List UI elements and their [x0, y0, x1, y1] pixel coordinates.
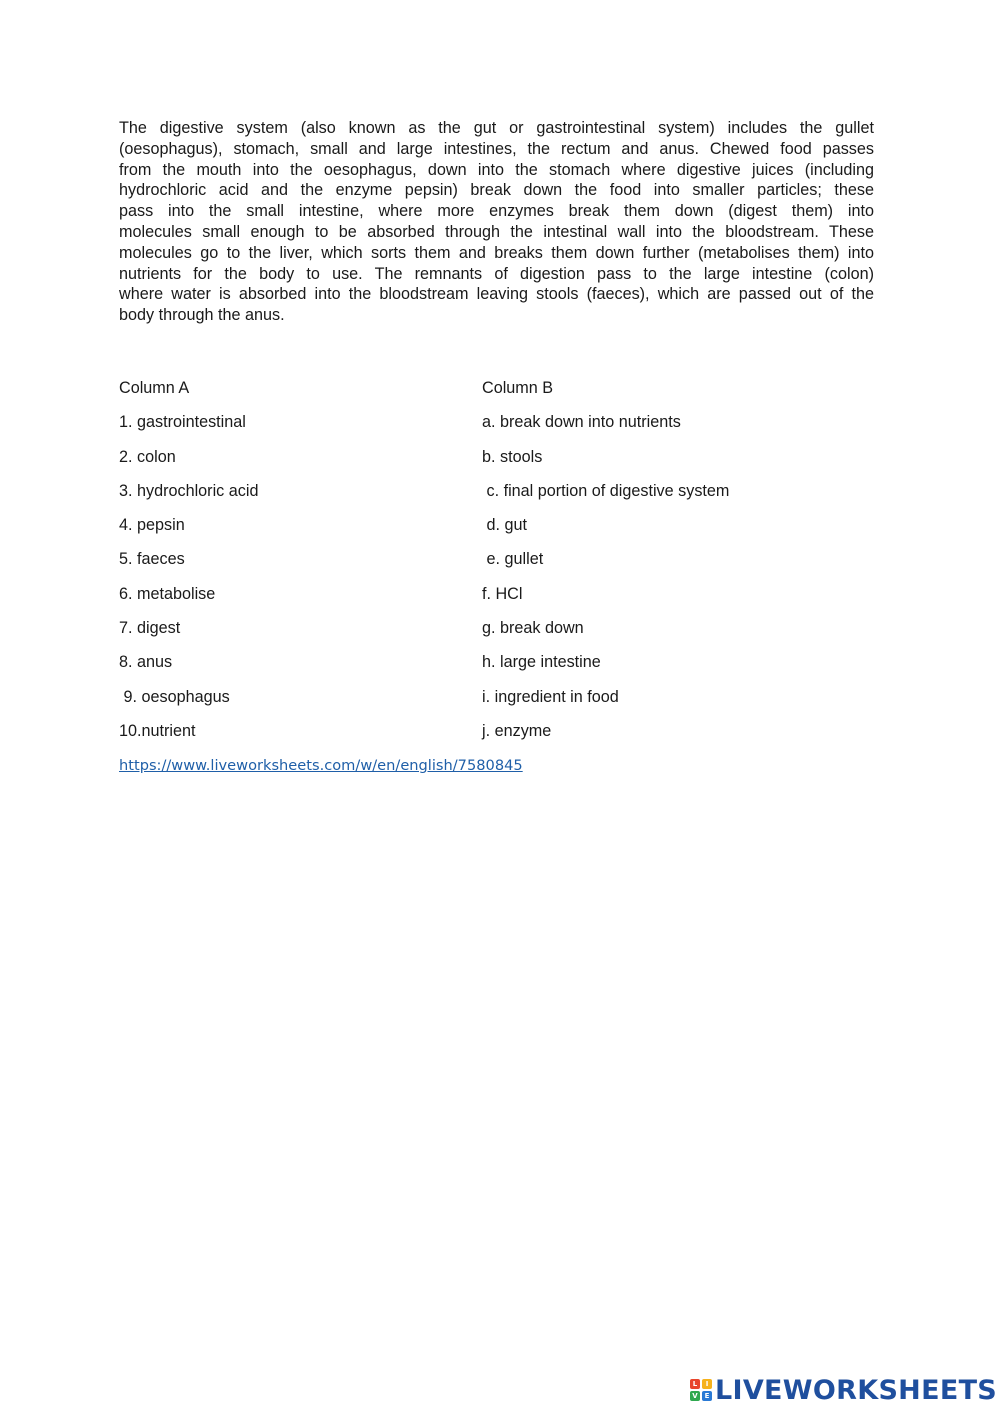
- column-b-item: a. break down into nutrients: [482, 413, 681, 432]
- logo-tile: L: [690, 1379, 700, 1389]
- passage-line: nutrients for the body to use. The remnants of digestion pass to the large intestine (colon): [119, 264, 874, 283]
- column-b-item: j. enzyme: [482, 721, 552, 740]
- column-a-header: Column A: [119, 379, 190, 397]
- logo-tile: V: [690, 1391, 700, 1401]
- column-a-item: 2. colon: [119, 447, 176, 466]
- matching-row: [119, 549, 879, 583]
- column-a-item: 1. gastrointestinal: [119, 413, 246, 432]
- logo-icon: [690, 1379, 712, 1401]
- logo-text: LIVEWORKSHEETS: [715, 1374, 998, 1406]
- passage-line: molecules small enough to be absorbed through the intestinal wall into the bloodstream. These: [119, 222, 874, 241]
- column-a-item: 5. faeces: [119, 550, 185, 569]
- matching-row: [119, 618, 879, 652]
- matching-row: [119, 721, 879, 755]
- column-b-item: b. stools: [482, 447, 543, 466]
- logo-tile: E: [702, 1391, 712, 1401]
- passage-line: where water is absorbed into the bloodstream leaving stools (faeces), which are passed out of the: [119, 285, 874, 304]
- source-link[interactable]: https://www.liveworksheets.com/w/en/english/7580845: [119, 757, 523, 774]
- column-b-item: e. gullet: [482, 550, 544, 569]
- column-a-item: 8. anus: [119, 653, 173, 672]
- passage-line: The digestive system (also known as the gut or gastrointestinal system) includes the gullet: [119, 119, 874, 137]
- column-a-item: 3. hydrochloric acid: [119, 481, 259, 500]
- column-a-item: 7. digest: [119, 619, 181, 638]
- passage-line: molecules go to the liver, which sorts them and breaks them down further (metabolises them) into: [119, 243, 874, 262]
- matching-row: [119, 447, 879, 481]
- passage-line: hydrochloric acid and the enzyme pepsin) break down the food into smaller particles; these: [119, 181, 874, 200]
- matching-row: [119, 584, 879, 618]
- passage-line: (oesophagus), stomach, small and large intestines, the rectum and anus. Chewed food passes: [119, 139, 874, 158]
- logo-tile: I: [702, 1379, 712, 1389]
- column-a-item: 10.nutrient: [119, 721, 196, 740]
- matching-row: [119, 687, 879, 721]
- column-a-item: 6. metabolise: [119, 584, 216, 603]
- column-b-header: Column B: [482, 379, 554, 397]
- liveworksheets-logo: [690, 1373, 997, 1407]
- column-b-item: i. ingredient in food: [482, 687, 619, 706]
- passage-line: from the mouth into the oesophagus, down into the stomach where digestive juices (including: [119, 160, 874, 179]
- column-headers: [119, 378, 879, 412]
- matching-row: [119, 515, 879, 549]
- column-a-item: 9. oesophagus: [119, 687, 230, 706]
- column-b-item: h. large intestine: [482, 653, 601, 672]
- intro-passage: [119, 118, 874, 326]
- column-a-item: 4. pepsin: [119, 516, 185, 535]
- matching-row: [119, 652, 879, 686]
- matching-row: [119, 481, 879, 515]
- column-b-item: d. gut: [482, 516, 527, 535]
- column-b-item: f. HCl: [482, 584, 523, 603]
- passage-line: pass into the small intestine, where more enzymes break them down (digest them) into: [119, 202, 874, 221]
- column-b-item: c. final portion of digestive system: [482, 481, 730, 500]
- matching-row: [119, 412, 879, 446]
- column-b-item: g. break down: [482, 619, 584, 638]
- matching-columns: [119, 378, 879, 755]
- passage-line: body through the anus.: [119, 306, 285, 325]
